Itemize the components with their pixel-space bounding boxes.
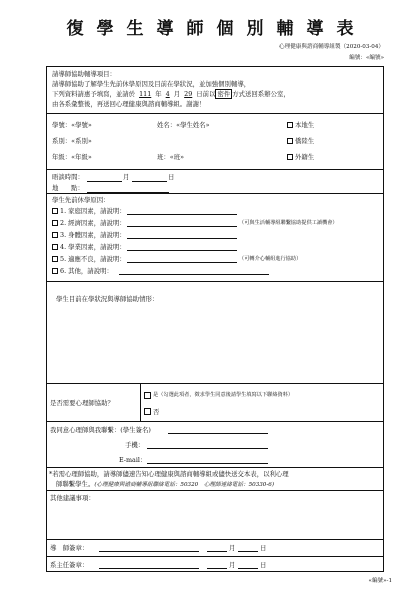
reason-5-note: （可轉介心輔組進行協助） xyxy=(239,256,302,262)
checkbox[interactable] xyxy=(287,122,293,128)
meeting-month-label: 月 xyxy=(123,173,130,181)
student-class: 班：«班» xyxy=(157,153,184,161)
reason-item-3[interactable]: 3. 身體因素，請說明： xyxy=(52,232,126,238)
teacher-signature-row xyxy=(47,539,383,556)
student-name: 姓名：«學生姓名» xyxy=(157,121,210,129)
chair-month-line[interactable] xyxy=(207,568,227,569)
reason-1-line[interactable] xyxy=(127,214,237,215)
checkbox[interactable] xyxy=(52,268,58,274)
reason-item-5[interactable]: 5. 適應不良，請說明： xyxy=(52,256,126,262)
phone-label: 手機： xyxy=(125,441,145,449)
counseling-yes-checkbox[interactable] xyxy=(144,392,151,399)
reasons-header: 學生先前休學原因： xyxy=(52,196,110,204)
page-title: 復學生導師個別輔導表 xyxy=(66,19,367,39)
counseling-no-label: 否 xyxy=(153,408,160,416)
note-line-1: *若需心理師協助，請導師儘速告知心理健康與諮商輔導組或儘快送交本表，以利心理 xyxy=(49,470,289,478)
counseling-question: 是否需要心理師協助？ xyxy=(50,399,114,407)
other-section[interactable] xyxy=(47,490,383,539)
origin-overseas[interactable]: 僑陸生 xyxy=(287,138,314,144)
deadline-year: 111 xyxy=(139,90,152,98)
status-section[interactable] xyxy=(47,281,383,383)
reason-item-4[interactable]: 4. 學業因素，請說明： xyxy=(52,244,126,250)
intro-line-1: 請導師協助輔導項目： xyxy=(52,70,116,78)
meeting-time-label: 晤談時間： xyxy=(52,173,84,181)
meeting-day-label: 日 xyxy=(168,173,175,181)
reason-item-2[interactable]: 2. 經濟因素，請說明： xyxy=(52,220,126,226)
reason-2-line[interactable] xyxy=(127,226,237,227)
meeting-day-line[interactable] xyxy=(132,181,167,182)
other-label: 其他建議事項： xyxy=(50,494,95,502)
counseling-form xyxy=(46,66,384,572)
reason-5-line[interactable] xyxy=(127,262,237,263)
reason-4-line[interactable] xyxy=(127,250,237,251)
chair-signature-label: 系主任簽章： xyxy=(50,561,89,569)
chair-signature-row xyxy=(47,556,383,573)
meeting-place-label: 地 點： xyxy=(52,184,84,192)
chair-month-label: 月 xyxy=(229,561,236,569)
delivery-method: 密件 xyxy=(217,90,231,98)
origin-local[interactable]: 本地生 xyxy=(287,122,314,128)
reason-3-line[interactable] xyxy=(127,238,237,239)
reason-item-1[interactable]: 1. 家庭因素，請說明： xyxy=(52,208,126,214)
status-header: 學生目前在學狀況與導師協助情形： xyxy=(56,295,159,303)
reason-item-6[interactable]: 6. 其他，請說明： xyxy=(52,268,113,274)
email-label: E-mail： xyxy=(119,456,147,464)
checkbox[interactable] xyxy=(287,154,293,160)
chair-day-label: 日 xyxy=(260,561,267,569)
email-line[interactable] xyxy=(147,463,268,464)
counseling-no-checkbox[interactable] xyxy=(144,408,151,415)
teacher-day-label: 日 xyxy=(260,544,267,552)
serial-number: 編號：«編號» xyxy=(349,55,384,61)
intro-line-2: 請導師協助了解學生先前休學原因及目前在學狀況，並加強個別輔導， xyxy=(52,80,251,88)
student-id: 學號：«學號» xyxy=(52,121,92,129)
student-grade: 年級：«年級» xyxy=(52,153,92,161)
intro-line-4: 由各系彙整後，再送回心理健康與諮商輔導組。謝謝！ xyxy=(52,100,206,108)
reason-2-note: （可與生活輔導組聯繫協助提供工讀機會） xyxy=(239,220,338,226)
meeting-month-line[interactable] xyxy=(87,181,122,182)
checkbox[interactable] xyxy=(52,220,58,226)
chair-day-line[interactable] xyxy=(238,568,258,569)
page-footer: «編號»-1 xyxy=(368,578,392,584)
meeting-section xyxy=(47,169,383,193)
checkbox[interactable] xyxy=(52,256,58,262)
student-dept: 系別：«系別» xyxy=(52,137,92,145)
form-code: 心理健康與諮商輔導組製（2020-03-04） xyxy=(279,44,384,50)
deadline-month: 4 xyxy=(165,90,170,98)
consent-label: 我同意心理師與我聯繫：(學生簽名) xyxy=(50,426,151,434)
counseling-section xyxy=(47,383,383,421)
teacher-signature-label: 導 師簽章： xyxy=(50,544,89,552)
checkbox[interactable] xyxy=(52,244,58,250)
checkbox[interactable] xyxy=(52,232,58,238)
teacher-signature-line[interactable] xyxy=(99,551,199,552)
chair-signature-line[interactable] xyxy=(99,568,199,569)
note-line-2: 師聯繫學生。(心理健康與諮商輔導組聯絡電話：50320 心理師連絡電話：50330-6) xyxy=(56,480,274,488)
checkbox[interactable] xyxy=(287,138,293,144)
note-section xyxy=(47,467,383,490)
intro-line-3: 下列資料請惠予填寫，並請於 111 年 4 月 29 日前以 密件 方式送回系辦公室， xyxy=(52,90,290,98)
counseling-yes-label: 是（勾選此項者，徵求學生同意後請學生填寫以下聯絡資料） xyxy=(153,392,294,398)
teacher-month-label: 月 xyxy=(229,544,236,552)
signature-line[interactable] xyxy=(168,433,268,434)
deadline-day: 29 xyxy=(184,90,193,98)
student-info-section xyxy=(47,113,383,169)
contact-section xyxy=(47,421,383,467)
phone-line[interactable] xyxy=(147,448,268,449)
divider xyxy=(140,384,141,422)
reason-6-line[interactable] xyxy=(119,274,269,275)
checkbox[interactable] xyxy=(52,208,58,214)
teacher-day-line[interactable] xyxy=(238,551,258,552)
reasons-section xyxy=(47,193,383,281)
teacher-month-line[interactable] xyxy=(207,551,227,552)
origin-foreign[interactable]: 外籍生 xyxy=(287,154,314,160)
